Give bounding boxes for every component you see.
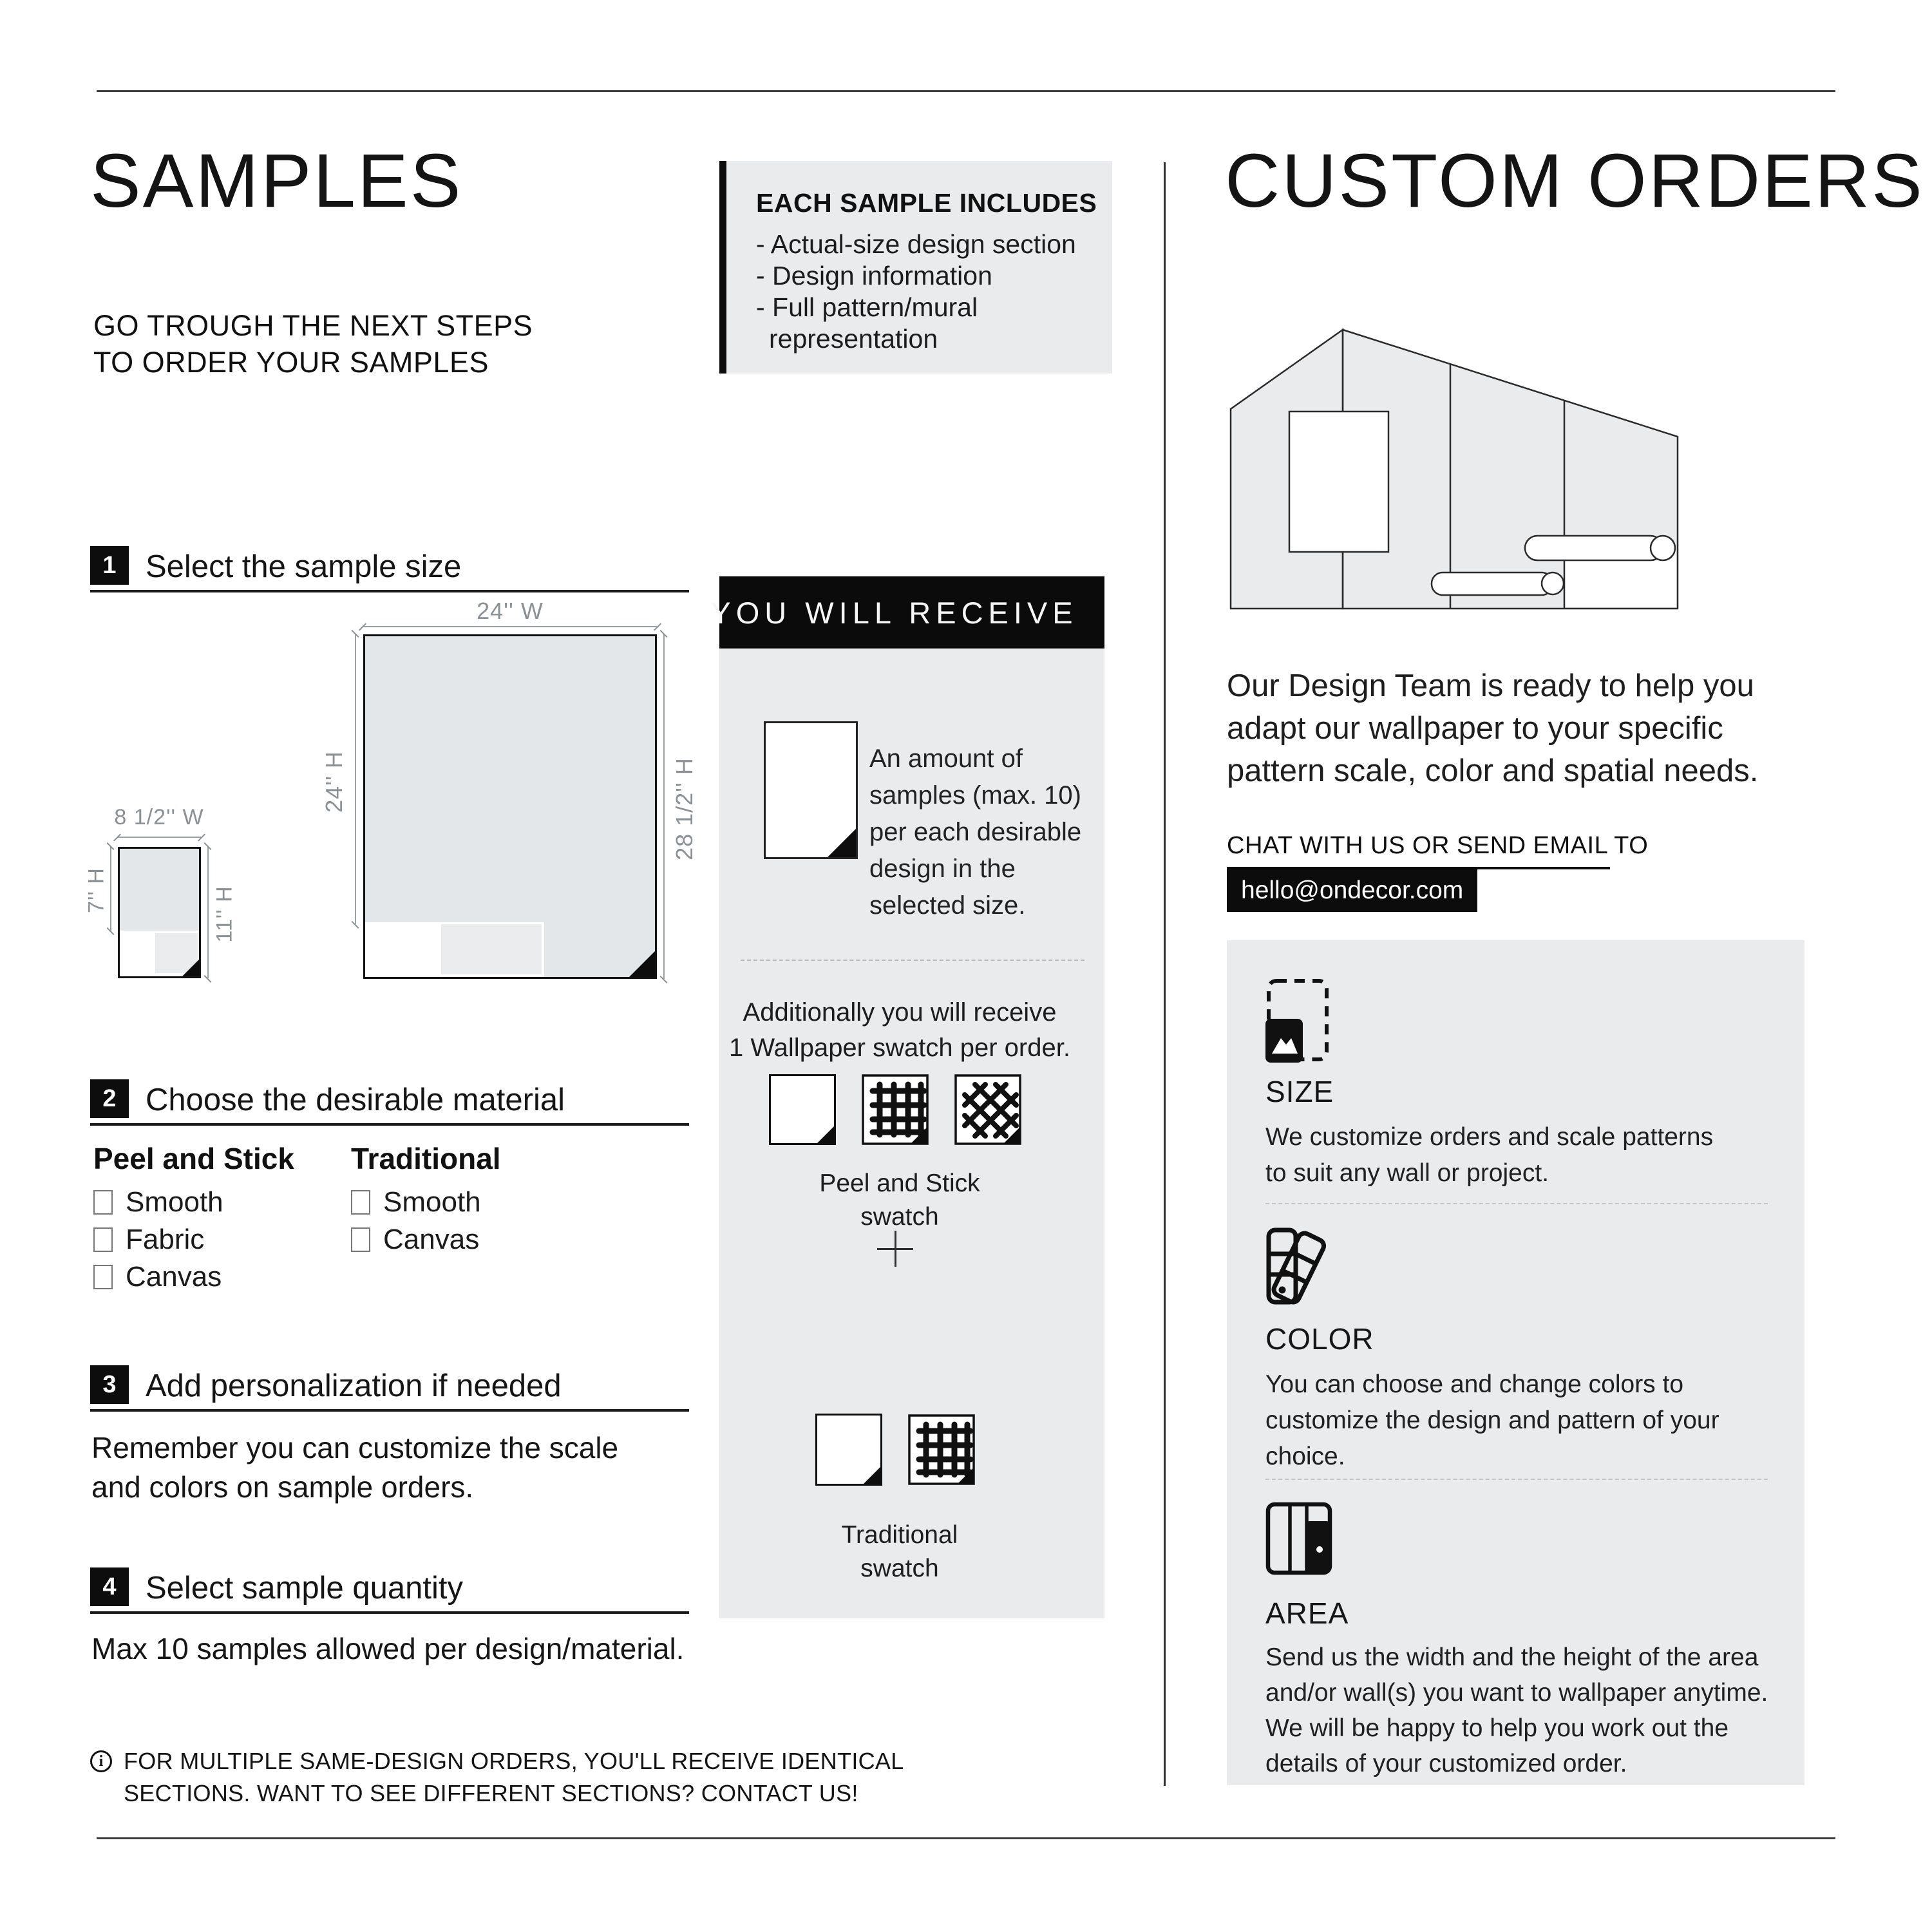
option-label: Fabric	[126, 1224, 205, 1255]
peel-and-stick-swatch-label	[719, 1167, 1080, 1234]
dimension-line	[663, 634, 665, 979]
amount-line: design in the	[869, 855, 1016, 883]
step-3-title: Add personalization if needed	[146, 1368, 562, 1403]
includes-item: - Design information	[756, 261, 992, 290]
fold-corner-icon	[629, 951, 655, 977]
label-line: swatch	[860, 1555, 939, 1582]
includes-heading: EACH SAMPLE INCLUDES	[756, 188, 1097, 218]
crop-image-icon	[1265, 978, 1330, 1063]
step-3-underline	[90, 1409, 689, 1412]
checkbox-traditional-smooth[interactable]	[351, 1190, 370, 1215]
dimension-line	[355, 634, 356, 924]
size-heading: SIZE	[1265, 1075, 1334, 1108]
fold-corner-icon	[957, 1468, 974, 1484]
area-body-line: Send us the width and the height of the area	[1265, 1643, 1759, 1671]
color-body-line: choice.	[1265, 1443, 1345, 1470]
large-width-label: 24'' W	[477, 598, 544, 624]
color-body	[1265, 1367, 1719, 1475]
you-will-receive-label: YOU WILL RECEIVE	[710, 595, 1078, 630]
option-label: Canvas	[383, 1224, 480, 1255]
step-2-underline	[90, 1123, 689, 1126]
area-body-line: and/or wall(s) you want to wallpaper anytime.	[1265, 1679, 1768, 1707]
footnote-line2: SECTIONS. WANT TO SEE DIFFERENT SECTIONS? CONTACT US!	[124, 1780, 858, 1806]
label-line: Peel and Stick	[819, 1170, 980, 1197]
custom-intro-paragraph	[1227, 665, 1758, 792]
step-3-number	[90, 1365, 129, 1404]
email-link[interactable]: hello@ondecor.com	[1227, 869, 1477, 912]
step-4-numeral: 4	[102, 1573, 117, 1600]
samples-intro-line2: TO ORDER YOUR SAMPLES	[93, 345, 489, 379]
plain-swatch-icon	[769, 1074, 836, 1145]
info-icon	[90, 1750, 112, 1772]
step-2-numeral: 2	[102, 1084, 117, 1112]
fold-corner-icon	[817, 1126, 834, 1143]
sample-sheet-icon	[764, 721, 858, 859]
material-option-row	[93, 1261, 222, 1293]
step-3-body-line2: and colors on sample orders.	[91, 1470, 474, 1504]
column-divider	[1164, 162, 1166, 1786]
step-3-body-line1: Remember you can customize the scale	[91, 1431, 619, 1464]
fold-corner-icon	[911, 1127, 927, 1144]
includes-item: - Actual-size design section	[756, 229, 1076, 259]
you-will-receive-header	[710, 576, 1104, 649]
amount-text	[869, 741, 1081, 924]
material-option-row	[93, 1224, 204, 1256]
samples-intro	[93, 308, 533, 381]
info-icon-glyph: i	[99, 1752, 104, 1770]
checkbox-traditional-canvas[interactable]	[351, 1227, 370, 1252]
house-wallpaper-rolls-illustration	[1227, 322, 1684, 615]
fold-corner-icon	[1003, 1127, 1020, 1144]
small-sample-design-area	[120, 849, 199, 931]
label-line: swatch	[860, 1203, 939, 1231]
dimension-line	[110, 847, 111, 931]
option-label: Smooth	[383, 1186, 481, 1218]
checkbox-peel-smooth[interactable]	[93, 1190, 113, 1215]
size-body-line: to suit any wall or project.	[1265, 1159, 1549, 1187]
material-option-row	[93, 1186, 223, 1218]
color-body-line: You can choose and change colors to	[1265, 1370, 1684, 1398]
footnote-line1: FOR MULTIPLE SAME-DESIGN ORDERS, YOU'LL RECEIVE IDENTICAL	[124, 1748, 904, 1774]
amount-line: per each desirable	[869, 818, 1082, 846]
includes-item: - Full pattern/mural	[756, 292, 978, 322]
fold-corner-icon	[828, 829, 856, 857]
large-sample-inner-swatch	[441, 924, 542, 974]
material-heading-traditional: Traditional	[351, 1142, 501, 1175]
dimension-line	[363, 626, 657, 627]
material-option-row	[351, 1224, 479, 1256]
custom-intro-line: pattern scale, color and spatial needs.	[1227, 753, 1759, 788]
plus-icon	[895, 1231, 896, 1267]
footnote	[124, 1745, 904, 1810]
grid-swatch-icon	[862, 1074, 929, 1145]
traditional-swatch-label	[719, 1519, 1080, 1586]
additional-line: 1 Wallpaper swatch per order.	[729, 1034, 1070, 1062]
additional-swatch-text	[719, 995, 1080, 1066]
step-4-number	[90, 1567, 129, 1606]
samples-title: SAMPLES	[90, 138, 463, 223]
chat-prompt: CHAT WITH US OR SEND EMAIL TO	[1227, 832, 1649, 859]
step-4-underline	[90, 1611, 689, 1614]
amount-line: samples (max. 10)	[869, 781, 1081, 810]
area-body-line: details of your customized order.	[1265, 1750, 1627, 1777]
crosshatch-swatch-icon	[954, 1074, 1021, 1145]
dimension-line	[118, 837, 201, 838]
step-1-number	[90, 546, 129, 585]
amount-line: selected size.	[869, 891, 1026, 920]
size-body	[1265, 1119, 1713, 1191]
area-body	[1265, 1640, 1768, 1781]
grid-swatch-icon	[908, 1414, 975, 1486]
fold-corner-icon	[182, 960, 199, 976]
step-4-title: Select sample quantity	[146, 1571, 463, 1605]
dimension-line	[207, 847, 209, 978]
color-body-line: customize the design and pattern of your	[1265, 1406, 1719, 1434]
small-sample-diagram	[118, 847, 201, 978]
large-sample-diagram	[363, 634, 657, 979]
step-1-underline	[90, 590, 689, 592]
checkbox-peel-fabric[interactable]	[93, 1227, 113, 1252]
includes-item: representation	[769, 324, 938, 354]
additional-line: Additionally you will receive	[743, 998, 1057, 1027]
option-label: Canvas	[126, 1261, 222, 1293]
option-label: Smooth	[126, 1186, 223, 1218]
top-divider	[97, 90, 1835, 92]
small-width-label: 8 1/2'' W	[114, 805, 204, 829]
step-1-numeral: 1	[102, 551, 117, 579]
plain-swatch-icon	[815, 1414, 882, 1486]
step-1-title: Select the sample size	[146, 549, 462, 584]
area-body-line: We will be happy to help you work out the	[1265, 1714, 1729, 1742]
step-4-body: Max 10 samples allowed per design/material.	[91, 1632, 685, 1665]
samples-intro-line1: GO TROUGH THE NEXT STEPS	[93, 309, 533, 342]
step-3-numeral: 3	[102, 1370, 117, 1398]
area-heading: AREA	[1265, 1596, 1349, 1630]
size-body-line: We customize orders and scale patterns	[1265, 1123, 1714, 1151]
custom-intro-line: adapt our wallpaper to your specific	[1227, 711, 1723, 746]
color-heading: COLOR	[1265, 1322, 1374, 1356]
step-3-body	[91, 1428, 618, 1507]
label-line: Traditional	[841, 1521, 958, 1549]
custom-orders-title: CUSTOM ORDERS	[1225, 138, 1924, 223]
dashed-separator	[1265, 1479, 1768, 1480]
small-right-height-label: 11'' H	[212, 886, 237, 943]
bottom-divider	[97, 1837, 1835, 1839]
dashed-separator	[1265, 1203, 1768, 1204]
large-left-height-label: 24'' H	[321, 751, 347, 813]
fold-corner-icon	[864, 1467, 880, 1484]
custom-intro-line: Our Design Team is ready to help you	[1227, 668, 1754, 703]
small-left-height-label: 7'' H	[84, 867, 109, 913]
each-sample-includes-box	[719, 161, 1112, 374]
large-right-height-label: 28 1/2'' H	[671, 757, 697, 860]
material-heading-peel-and-stick: Peel and Stick	[93, 1142, 294, 1175]
amount-line: An amount of	[869, 744, 1023, 773]
wall-panels-door-icon	[1265, 1502, 1332, 1575]
step-2-title: Choose the desirable material	[146, 1083, 565, 1117]
dashed-separator	[741, 960, 1084, 961]
checkbox-peel-canvas[interactable]	[93, 1265, 113, 1289]
step-2-number	[90, 1079, 129, 1118]
color-swatches-icon	[1265, 1227, 1338, 1305]
material-option-row	[351, 1186, 481, 1218]
